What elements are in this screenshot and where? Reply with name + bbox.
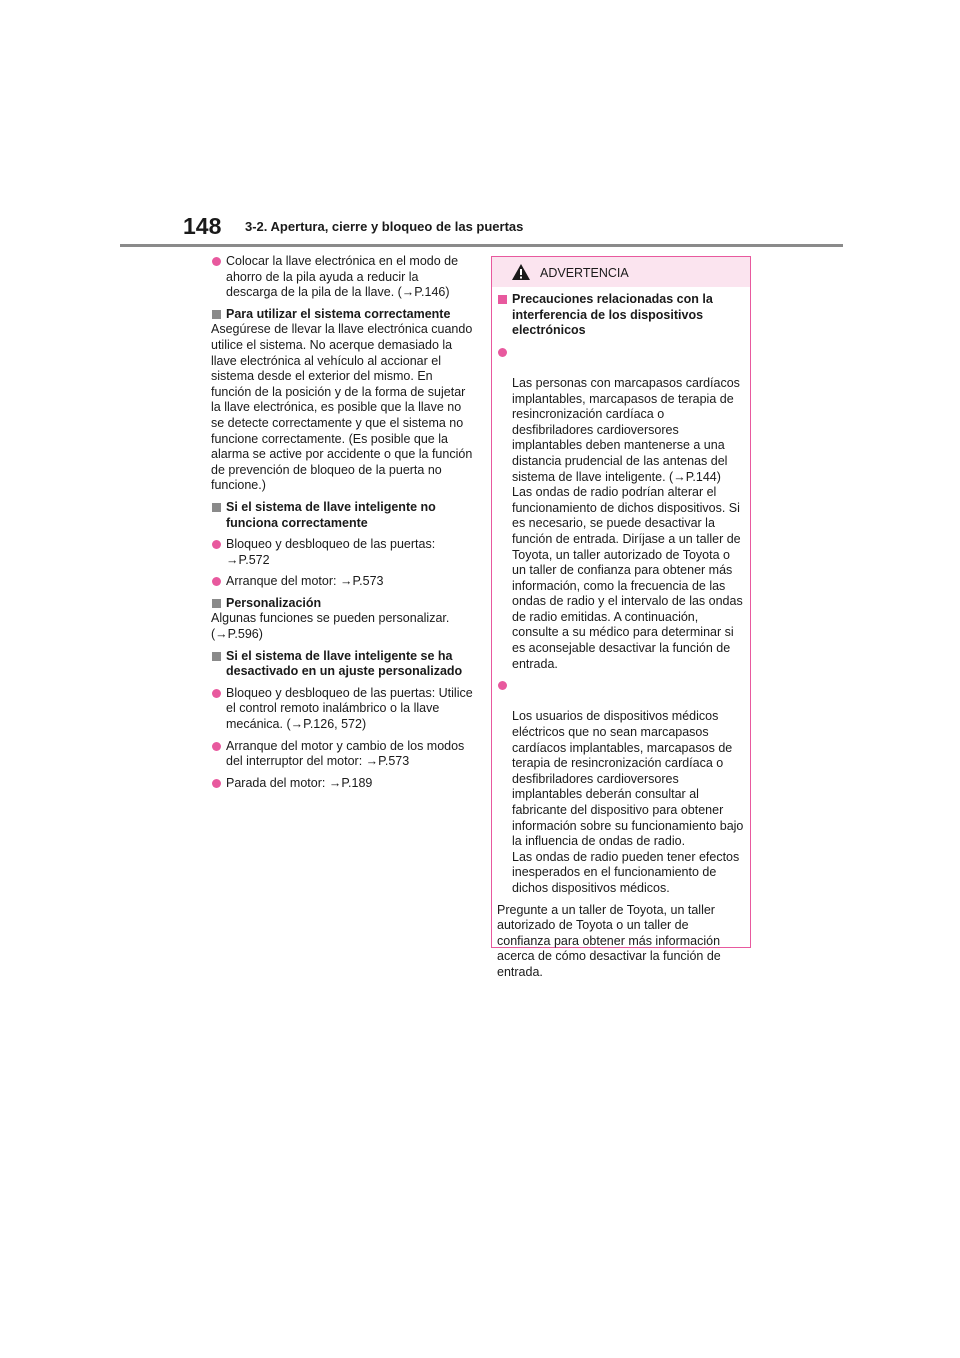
bullet-icon <box>212 689 221 698</box>
subheading <box>211 649 473 680</box>
bullet-item <box>211 776 473 792</box>
bullet-text: Bloqueo y desbloqueo de las puertas: →P.572 <box>226 537 436 567</box>
square-bullet-icon <box>212 503 221 512</box>
bullet-text: Colocar la llave electrónica en el modo de ahorro de la pila ayuda a reducir la descarga de la pila de la llave. (→P.146) <box>226 254 459 300</box>
paragraph: Asegúrese de llevar la llave electrónica cuando utilice el sistema. No acerque demasiado la llave electrónica al vehículo al accionar el sistema desde el exterior del mismo. En función de la posición y de la forma de sujetar la llave electrónica, es posible que la llave no se detecte correctamente y que el sistema no funcione correctamente. (Es posible que la alarma se active por accidente o que la función de prevención de bloqueo de la puerta no funcione.) <box>211 322 473 493</box>
bullet-item <box>211 537 473 568</box>
subheading <box>211 596 473 612</box>
bullet-text: Arranque del motor: →P.573 <box>226 574 384 589</box>
bullet-text: Los usuarios de dispositivos médicos eléctricos que no sean marcapasos cardíacos implantables, marcapasos de terapia de resincronización cardíaca o desfibriladores cardioversores implantables deberán consultar al fabricante del dispositivo para obtener información sobre su funcionamiento bajo la influencia de ondas de radio. Las ondas de radio pueden tener efectos inesperados en el funcionamiento de dichos dispositivos médicos. <box>512 709 744 895</box>
bullet-icon <box>212 742 221 751</box>
warning-body <box>492 287 750 981</box>
bullet-item <box>211 686 473 733</box>
bullet-icon <box>498 681 507 690</box>
warning-header <box>492 257 750 287</box>
bullet-text: Bloqueo y desbloqueo de las puertas: Utilice el control remoto inalámbrico o la llave mecánica. (→P.126, 572) <box>226 685 473 732</box>
subheading-text: Si el sistema de llave inteligente se ha desactivado en un ajuste personalizado <box>226 648 463 679</box>
subheading-text: Precauciones relacionadas con la interferencia de los dispositivos electrónicos <box>512 292 713 338</box>
square-bullet-icon <box>212 599 221 608</box>
bullet-item <box>211 254 473 301</box>
header-divider <box>120 244 843 247</box>
subheading <box>497 292 745 339</box>
left-column <box>211 254 473 797</box>
bullet-item <box>497 345 745 672</box>
subheading <box>211 500 473 531</box>
bullet-icon <box>212 779 221 788</box>
paragraph: Pregunte a un taller de Toyota, un taller autorizado de Toyota o un taller de confianza para obtener más información acerca de cómo desactivar la función de entrada. <box>497 902 721 979</box>
warning-title: ADVERTENCIA <box>540 266 629 280</box>
bullet-text: Parada del motor: →P.189 <box>226 775 373 790</box>
subheading <box>211 307 473 323</box>
square-bullet-icon <box>498 295 507 304</box>
subheading-text: Si el sistema de llave inteligente no funciona correctamente <box>226 499 436 530</box>
bullet-icon <box>212 257 221 266</box>
bullet-icon <box>498 348 507 357</box>
bullet-item <box>211 739 473 770</box>
warning-box <box>491 256 751 979</box>
page-number: 148 <box>183 213 222 239</box>
section-title: 3-2. Apertura, cierre y bloqueo de las puertas <box>245 219 524 234</box>
paragraph: Algunas funciones se pueden personalizar. (→P.596) <box>211 611 450 642</box>
bullet-text: Las personas con marcapasos cardíacos implantables, marcapasos de terapia de resincronización cardíaca o desfibriladores cardioversores implantables deben mantenerse a una distancia prudencial de las antenas del sistema de llave inteligente. (→P.144) Las ondas de radio podrían alterar el funcionamiento de dichos dispositivos. Si es necesario, se puede desactivar la función de entrada. Diríjase a un taller de Toyota, un taller autorizado de Toyota o un taller de confianza para obtener más información, como la frecuencia de las ondas de radio y el intervalo de las ondas de radio emitidas. A continuación, consulte a su médico para determinar si es aconsejable desactivar la función de entrada. <box>512 375 743 671</box>
subheading-text: Personalización <box>226 595 322 610</box>
bullet-item <box>497 678 745 896</box>
square-bullet-icon <box>212 310 221 319</box>
bullet-text: Arranque del motor y cambio de los modos del interruptor del motor: →P.573 <box>226 738 465 769</box>
bullet-icon <box>212 577 221 586</box>
warning-triangle-icon <box>511 263 531 281</box>
bullet-item <box>211 574 473 590</box>
square-bullet-icon <box>212 652 221 661</box>
bullet-icon <box>212 540 221 549</box>
subheading-text: Para utilizar el sistema correctamente <box>226 306 451 321</box>
